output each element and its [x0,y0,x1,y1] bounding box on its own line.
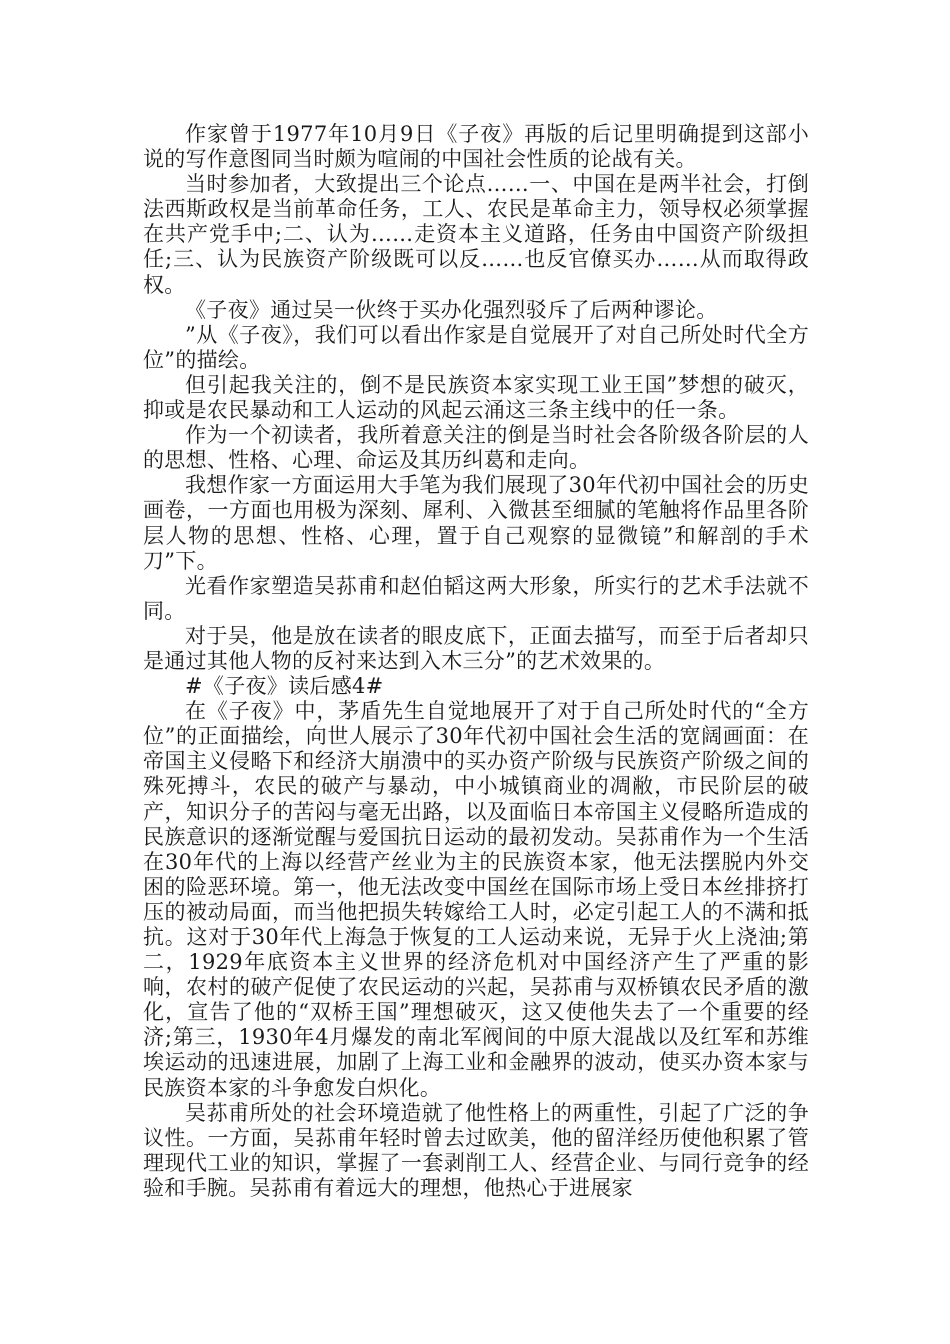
document-body [143,122,809,1201]
paragraph-artistic-effect: 对于吴，他是放在读者的眼皮底下，正面去描写，而至于后者却只是通过其他人物的反衬来达到入木三分”的艺术效果的。 [143,623,809,673]
section-heading: #《子夜》读后感4# [185,674,384,699]
paragraph-three-arguments: 当时参加者，大致提出三个论点……一、中国在是两半社会，打倒法西斯政权是当前革命任务，工人、农民是革命主力，领导权必须掌握在共产党手中;二、认为……走资本主义道路，任务由中国资产阶级担任;三、认为民族资产阶级既可以反……也反官僚买办……从而取得政权。 [143,172,809,297]
paragraph-afterword-intent: 作家曾于1977年10月9日《子夜》再版的后记里明确提到这部小说的写作意图同当时颇为喧闹的中国社会性质的论战有关。 [143,122,809,172]
paragraph-historical-scroll: 我想作家一方面运用大手笔为我们展现了30年代初中国社会的历史画卷，一方面也用极为深刻、犀利、入微甚至细腻的笔触将作品里各阶层人物的思想、性格、心理，置于自己观察的显微镜”和解剖的手术刀”下。 [143,473,809,573]
paragraph-two-characters: 光看作家塑造吴荪甫和赵伯韬这两大形象，所实行的艺术手法就不同。 [143,573,809,623]
paragraph-main-lines: 但引起我关注的，倒不是民族资本家实现工业王国”梦想的破灭，抑或是农民暴动和工人运动的风起云涌这三条主线中的任一条。 [143,372,809,423]
paragraph-first-reader: 作为一个初读者，我所着意关注的倒是当时社会各阶级各阶层的人的思想、性格、心理、命运及其历纠葛和走向。 [143,423,809,473]
paragraph-dual-character: 吴荪甫所处的社会环境造就了他性格上的两重性，引起了广泛的争议性。一方面，吴荪甫年轻时曾去过欧美，他的留洋经历使他积累了管理现代工业的知识，掌握了一套剥削工人、经营企业、与同行竞争的经验和手腕。吴荪甫有着远大的理想，他热心于进展家 [143,1100,809,1200]
paragraph-full-depiction: ”从《子夜》，我们可以看出作家是自觉展开了对自己所处时代全方位”的描绘。 [143,322,809,372]
paragraph-refutation: 《子夜》通过吴一伙终于买办化强烈驳斥了后两种谬论。 [185,297,718,322]
paragraph-social-panorama: 在《子夜》中，茅盾先生自觉地展开了对于自己所处时代的“全方位”的正面描绘，向世人展示了30年代初中国社会生活的宽阔画面：在帝国主义侵略下和经济大崩溃中的买办资产阶级与民族资产阶级之间的殊死搏斗，农民的破产与暴动，中小城镇商业的凋敝，市民阶层的破产，知识分子的苦闷与毫无出路，以及面临日本帝国主义侵略所造成的民族意识的逐渐觉醒与爱国抗日运动的最初发动。吴荪甫作为一个生活在30年代的上海以经营产丝业为主的民族资本家，他无法摆脱内外交困的险恶环境。第一，他无法改变中国丝在国际市场上受日本丝排挤打压的被动局面，而当他把损失转嫁给工人时，必定引起工人的不满和抵抗。这对于30年代上海急于恢复的工人运动来说，无异于火上浇油;第二，1929年底资本主义世界的经济危机对中国经济产生了严重的影响，农村的破产促使了农民运动的兴起，吴荪甫与双桥镇农民矛盾的激化，宣告了他的“双桥王国”理想破灭，这又使他失去了一个重要的经济;第三，1930年4月爆发的南北军阀间的中原大混战以及红军和苏维埃运动的迅速进展，加剧了上海工业和金融界的波动，使买办资本家与民族资本家的斗争愈发白炽化。 [143,699,809,1100]
